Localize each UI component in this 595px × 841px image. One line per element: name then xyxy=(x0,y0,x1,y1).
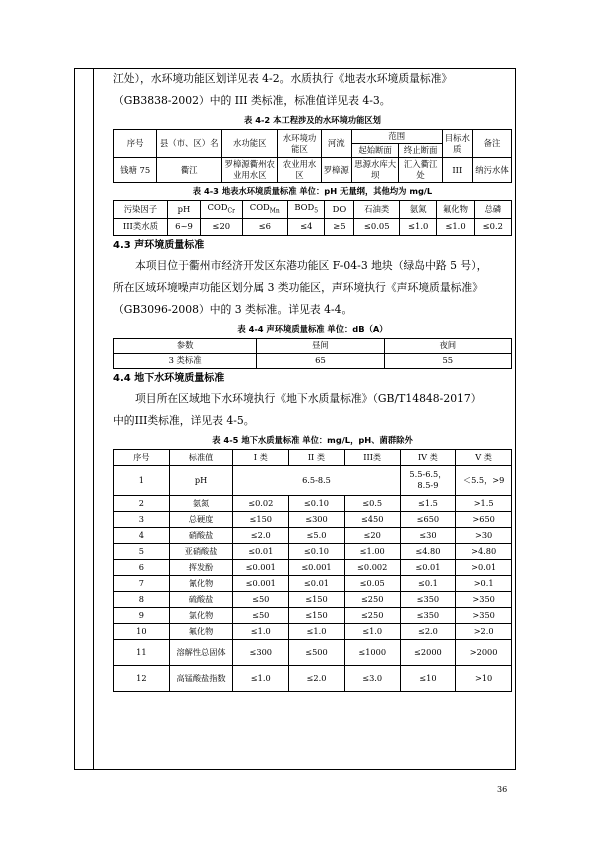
cell-c3: ≤450 xyxy=(344,511,400,527)
cell-c1: ≤0.02 xyxy=(233,495,289,511)
cell-class-4: 5.5-6.5，8.5-9 xyxy=(400,465,456,495)
cell-name: 氰化物 xyxy=(169,575,233,591)
cell-c5: >4.80 xyxy=(456,543,512,559)
cell-c5: >350 xyxy=(456,591,512,607)
cell-c2: ≤2.0 xyxy=(289,665,345,691)
cell-seq: 12 xyxy=(114,665,170,691)
cell-seq: 5 xyxy=(114,543,170,559)
cell-c3: ≤3.0 xyxy=(344,665,400,691)
table-4-3 xyxy=(113,200,512,236)
cell-name: 硝酸盐 xyxy=(169,527,233,543)
cell-c1: ≤150 xyxy=(233,511,289,527)
cell-class-5: ＜5.5，>9 xyxy=(456,465,512,495)
table-row xyxy=(114,607,512,623)
codcr-text: COD xyxy=(207,202,228,212)
cell-seq: 7 xyxy=(114,575,170,591)
section-4-4-line-2: 中的III类标准，详见表 4-5。 xyxy=(113,413,255,427)
bod-sub: 5 xyxy=(314,207,319,215)
cell-c1: ≤0.01 xyxy=(233,543,289,559)
cell-name: 氟化物 xyxy=(169,623,233,639)
table-row xyxy=(114,527,512,543)
table-4-2 xyxy=(113,129,512,183)
table-row xyxy=(114,465,512,495)
cell-c2: ≤150 xyxy=(289,591,345,607)
cell-c1: ≤0.001 xyxy=(233,559,289,575)
cell-label: III类水质 xyxy=(114,218,168,235)
cell-nh: ≤1.0 xyxy=(400,218,437,235)
table-row xyxy=(114,353,512,368)
cell-seq: 8 xyxy=(114,591,170,607)
table-4-4-caption: 表 4-4 声环境质量标准 单位：dB（A） xyxy=(237,323,388,334)
cell-tp: ≤0.2 xyxy=(474,218,511,235)
content-area xyxy=(113,68,512,692)
cell-zone: 罗樟源衢州农业用水区 xyxy=(222,158,278,183)
cell-end: 汇入衢江处 xyxy=(399,158,442,183)
table-row xyxy=(114,511,512,527)
cell-seq: 2 xyxy=(114,495,170,511)
cell-c3: ≤1.0 xyxy=(344,623,400,639)
header-end: 终止断面 xyxy=(399,144,442,158)
cell-label: 3 类标准 xyxy=(114,353,257,368)
groundwater-rows xyxy=(114,495,512,691)
cell-c1: ≤2.0 xyxy=(233,527,289,543)
table-row xyxy=(114,665,512,691)
header-zone: 水功能区 xyxy=(222,130,278,158)
header-tp: 总磷 xyxy=(474,201,511,219)
cell-name: 总硬度 xyxy=(169,511,233,527)
header-class-5: V 类 xyxy=(456,449,512,465)
bod-text: BOD xyxy=(294,202,315,212)
cell-seq: 钱塘 75 xyxy=(114,158,157,183)
cell-c2: ≤0.01 xyxy=(289,575,345,591)
cell-c5: >1.5 xyxy=(456,495,512,511)
table-row xyxy=(114,623,512,639)
cell-c4: ≤650 xyxy=(400,511,456,527)
page-number: 36 xyxy=(497,785,508,794)
cell-day: 65 xyxy=(257,353,384,368)
header-oil: 石油类 xyxy=(354,201,400,219)
cell-c2: ≤300 xyxy=(289,511,345,527)
header-seq: 序号 xyxy=(114,130,157,158)
header-seq: 序号 xyxy=(114,449,170,465)
cell-c5: >650 xyxy=(456,511,512,527)
cell-c5: >0.01 xyxy=(456,559,512,575)
table-row xyxy=(114,559,512,575)
header-class-2: II 类 xyxy=(289,449,345,465)
table-4-2-caption: 表 4-2 本工程涉及的水环境功能区划 xyxy=(244,115,381,125)
cell-fl: ≤1.0 xyxy=(437,218,474,235)
cell-note: 纳污水体 xyxy=(472,158,511,183)
cell-do: ≥5 xyxy=(325,218,354,235)
header-class-1: I 类 xyxy=(233,449,289,465)
header-class-4: IV 类 xyxy=(400,449,456,465)
table-row xyxy=(114,575,512,591)
cell-seq: 11 xyxy=(114,639,170,665)
header-bod xyxy=(288,201,325,219)
cell-name: 亚硝酸盐 xyxy=(169,543,233,559)
cell-c1: ≤1.0 xyxy=(233,623,289,639)
cell-c2: ≤0.10 xyxy=(289,543,345,559)
cell-seq: 4 xyxy=(114,527,170,543)
cell-c2: ≤1.0 xyxy=(289,623,345,639)
codcr-sub: Cr xyxy=(227,207,235,215)
table-row xyxy=(114,639,512,665)
section-4-4-line-1: 项目所在区域地下水环境执行《地下水质量标准》（GB/T14848-2017） xyxy=(135,391,482,405)
table-row xyxy=(114,495,512,511)
codmn-text: COD xyxy=(249,202,270,212)
table-4-5 xyxy=(113,449,512,692)
header-fl: 氟化物 xyxy=(437,201,474,219)
table-4-4 xyxy=(113,338,512,369)
cell-c2: ≤0.001 xyxy=(289,559,345,575)
header-target: 目标水质 xyxy=(442,130,472,158)
table-row xyxy=(114,218,512,235)
cell-start: 思源水库大坝 xyxy=(351,158,399,183)
cell-oil: ≤0.05 xyxy=(354,218,400,235)
cell-c4: ≤2.0 xyxy=(400,623,456,639)
cell-c5: >2.0 xyxy=(456,623,512,639)
cell-c1: ≤0.001 xyxy=(233,575,289,591)
table-row xyxy=(114,543,512,559)
cell-c5: >0.1 xyxy=(456,575,512,591)
header-nh: 氨氮 xyxy=(400,201,437,219)
cell-c4: ≤1.5 xyxy=(400,495,456,511)
table-4-5-caption: 表 4-5 地下水质量标准 单位：mg/L，pH、菌群除外 xyxy=(212,434,413,445)
table-row xyxy=(114,158,512,183)
cell-c1: ≤1.0 xyxy=(233,665,289,691)
cell-c2: ≤0.10 xyxy=(289,495,345,511)
section-4-3-line-2: 所在区域环境噪声功能区划分属 3 类功能区，声环境执行《声环境质量标准》 xyxy=(113,280,484,294)
cell-c4: ≤350 xyxy=(400,591,456,607)
cell-c5: >30 xyxy=(456,527,512,543)
header-codcr xyxy=(201,201,242,219)
cell-c4: ≤10 xyxy=(400,665,456,691)
cell-seq: 10 xyxy=(114,623,170,639)
cell-c3: ≤250 xyxy=(344,607,400,623)
cell-name: 高锰酸盐指数 xyxy=(169,665,233,691)
cell-ph: 6~9 xyxy=(167,218,200,235)
cell-target: III xyxy=(442,158,472,183)
cell-name: 氯化物 xyxy=(169,607,233,623)
cell-name: 氨氮 xyxy=(169,495,233,511)
cell-c2: ≤500 xyxy=(289,639,345,665)
cell-codcr: ≤20 xyxy=(201,218,242,235)
header-range: 范围 xyxy=(351,130,442,144)
cell-county: 衢江 xyxy=(157,158,222,183)
cell-c2: ≤150 xyxy=(289,607,345,623)
cell-seq: 9 xyxy=(114,607,170,623)
cell-name: pH xyxy=(169,465,233,495)
cell-envzone: 农业用水区 xyxy=(278,158,321,183)
header-start: 起始断面 xyxy=(351,144,399,158)
cell-c4: ≤30 xyxy=(400,527,456,543)
cell-codmn: ≤6 xyxy=(242,218,288,235)
codmn-sub: Mn xyxy=(269,207,280,215)
cell-c3: ≤0.5 xyxy=(344,495,400,511)
cell-seq: 6 xyxy=(114,559,170,575)
header-class-3: III类 xyxy=(344,449,400,465)
cell-c3: ≤20 xyxy=(344,527,400,543)
table-row xyxy=(114,591,512,607)
cell-name: 硫酸盐 xyxy=(169,591,233,607)
header-river: 河流 xyxy=(321,130,351,158)
cell-c2: ≤5.0 xyxy=(289,527,345,543)
cell-c3: ≤250 xyxy=(344,591,400,607)
intro-line-1: 江处），水环境功能区划详见表 4-2。水质执行《地表水环境质量标准》 xyxy=(113,72,453,85)
cell-river: 罗樟源 xyxy=(321,158,351,183)
cell-seq: 1 xyxy=(114,465,170,495)
header-note: 备注 xyxy=(472,130,511,158)
cell-c1: ≤300 xyxy=(233,639,289,665)
left-gutter-line xyxy=(93,69,94,769)
cell-c4: ≤350 xyxy=(400,607,456,623)
section-4-3-title: 4.3 声环境质量标准 xyxy=(113,239,205,251)
header-do: DO xyxy=(325,201,354,219)
cell-c3: ≤1000 xyxy=(344,639,400,665)
cell-c5: >10 xyxy=(456,665,512,691)
cell-c5: >2000 xyxy=(456,639,512,665)
header-envzone: 水环境功能区 xyxy=(278,130,321,158)
header-param: 参数 xyxy=(114,338,257,353)
cell-class-1-3: 6.5-8.5 xyxy=(233,465,400,495)
section-4-4-title: 4.4 地下水环境质量标准 xyxy=(113,372,225,384)
cell-c3: ≤0.002 xyxy=(344,559,400,575)
cell-name: 挥发酚 xyxy=(169,559,233,575)
cell-c3: ≤1.00 xyxy=(344,543,400,559)
section-4-3-line-3: （GB3096-2008）中的 3 类标准。详见表 4-4。 xyxy=(113,302,353,316)
cell-c1: ≤50 xyxy=(233,591,289,607)
header-county: 县（市、区）名 xyxy=(157,130,222,158)
cell-seq: 3 xyxy=(114,511,170,527)
header-day: 昼间 xyxy=(257,338,384,353)
table-4-3-caption: 表 4-3 地表水环境质量标准 单位：pH 无量纲，其他均为 mg/L xyxy=(192,186,433,196)
cell-c1: ≤50 xyxy=(233,607,289,623)
header-name: 标准值 xyxy=(169,449,233,465)
header-ph: pH xyxy=(167,201,200,219)
header-codmn xyxy=(242,201,288,219)
cell-c5: >350 xyxy=(456,607,512,623)
cell-c3: ≤0.05 xyxy=(344,575,400,591)
section-4-3-line-1: 本项目位于衢州市经济开发区东港功能区 F-04-3 地块（绿岛中路 5 号）， xyxy=(135,258,488,272)
cell-c4: ≤0.1 xyxy=(400,575,456,591)
cell-c4: ≤4.80 xyxy=(400,543,456,559)
header-factor: 污染因子 xyxy=(114,201,168,219)
cell-name: 溶解性总固体 xyxy=(169,639,233,665)
cell-night: 55 xyxy=(384,353,511,368)
cell-c4: ≤0.01 xyxy=(400,559,456,575)
cell-bod: ≤4 xyxy=(288,218,325,235)
header-night: 夜间 xyxy=(384,338,511,353)
cell-c4: ≤2000 xyxy=(400,639,456,665)
intro-line-2: （GB3838-2002）中的 III 类标准，标准值详见表 4-3。 xyxy=(113,94,391,107)
